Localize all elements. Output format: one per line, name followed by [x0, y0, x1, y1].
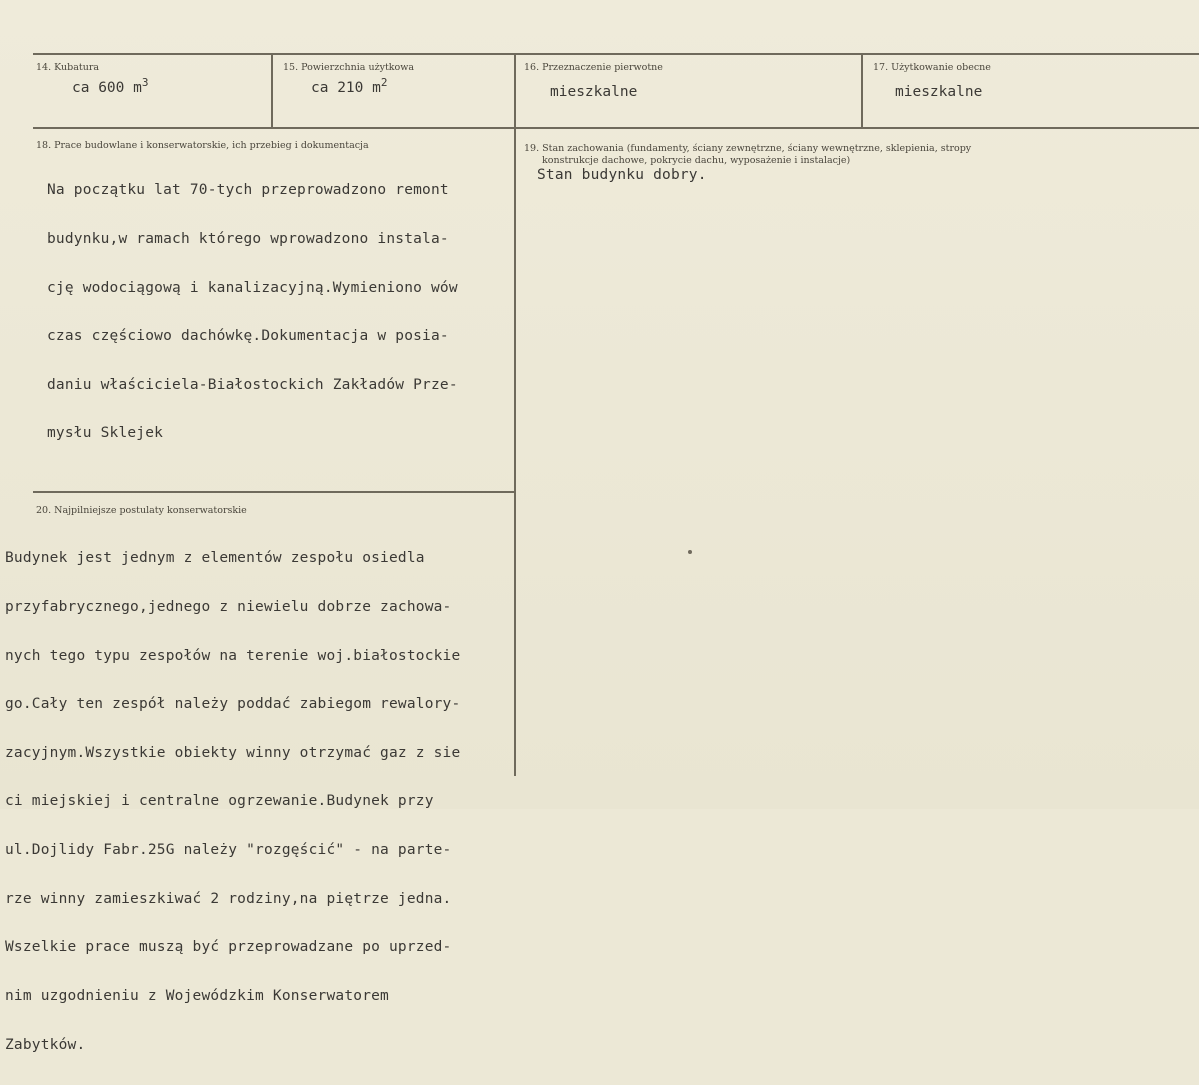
field-16-value: mieszkalne	[550, 84, 638, 100]
field-20-line: zacyjnym.Wszystkie obiekty winny otrzymać gaz z sie	[5, 744, 461, 761]
field-20-line: przyfabrycznego,jednego z niewielu dobrze zachowa-	[5, 599, 452, 616]
field-14-label: 14. Kubatura	[36, 62, 100, 73]
field-14-value	[72, 76, 148, 96]
field-20-text	[5, 518, 460, 1085]
lower-left-rule	[33, 491, 516, 493]
field-18-line: budynku,w ramach którego wprowadzono instala-	[47, 231, 449, 248]
field-15-value-text: ca 210 m	[311, 79, 381, 96]
field-14-value-text: ca 600 m	[72, 79, 142, 96]
field-19-label-line2: konstrukcje dachowe, pokrycie dachu, wyposażenie i instalacje)	[542, 155, 851, 166]
col-divider-2	[514, 54, 516, 776]
field-20-line: rze winny zamieszkiwać 2 rodziny,na piętrze jedna.	[5, 890, 452, 907]
field-15-unit-sup: 2	[380, 76, 388, 89]
field-20-line: ci miejskiej i centralne ogrzewanie.Budynek przy	[5, 793, 434, 810]
field-20-line: Budynek jest jednym z elementów zespołu osiedla	[5, 550, 425, 567]
field-20-line: Zabytków.	[5, 1036, 86, 1053]
field-19-label-line1: 19. Stan zachowania (fundamenty, ściany zewnętrzne, ściany wewnętrzne, sklepienia, stropy	[524, 143, 972, 154]
col-divider-1	[271, 54, 273, 128]
field-15-value	[311, 76, 387, 96]
field-17-value: mieszkalne	[895, 84, 983, 100]
field-18-line: czas częściowo dachówkę.Dokumentacja w posia-	[47, 328, 449, 345]
field-16-label: 16. Przeznaczenie pierwotne	[524, 62, 663, 73]
field-14-unit-sup: 3	[141, 76, 149, 89]
field-18-line: daniu właściciela-Białostockich Zakładów Prze-	[47, 376, 458, 393]
mid-rule	[33, 127, 1199, 129]
field-18-line: mysłu Sklejek	[47, 425, 164, 442]
ink-dot	[688, 550, 692, 554]
field-20-line: ul.Dojlidy Fabr.25G należy "rozgęścić" - na parte-	[5, 842, 452, 859]
field-20-line: go.Cały ten zespół należy poddać zabiegom rewalory-	[5, 696, 461, 713]
field-15-label: 15. Powierzchnia użytkowa	[283, 62, 415, 73]
field-20-line: nych tego typu zespołów na terenie woj.białostockie	[5, 647, 461, 664]
top-rule	[33, 53, 1199, 55]
field-18-label: 18. Prace budowlane i konserwatorskie, ich przebieg i dokumentacja	[36, 140, 369, 151]
field-20-label: 20. Najpilniejsze postulaty konserwatorskie	[36, 505, 247, 516]
col-divider-3	[861, 54, 863, 128]
field-19-value: Stan budynku dobry.	[537, 167, 707, 183]
field-18-line: Na początku lat 70-tych przeprowadzono remont	[47, 182, 449, 199]
field-20-line: nim uzgodnieniu z Wojewódzkim Konserwatorem	[5, 987, 389, 1004]
field-20-line: Wszelkie prace muszą być przeprowadzane po uprzed-	[5, 939, 452, 956]
field-18-text	[47, 150, 458, 474]
field-18-line: cję wodociągową i kanalizacyjną.Wymieniono wów	[47, 279, 458, 296]
field-17-label: 17. Użytkowanie obecne	[873, 62, 991, 73]
